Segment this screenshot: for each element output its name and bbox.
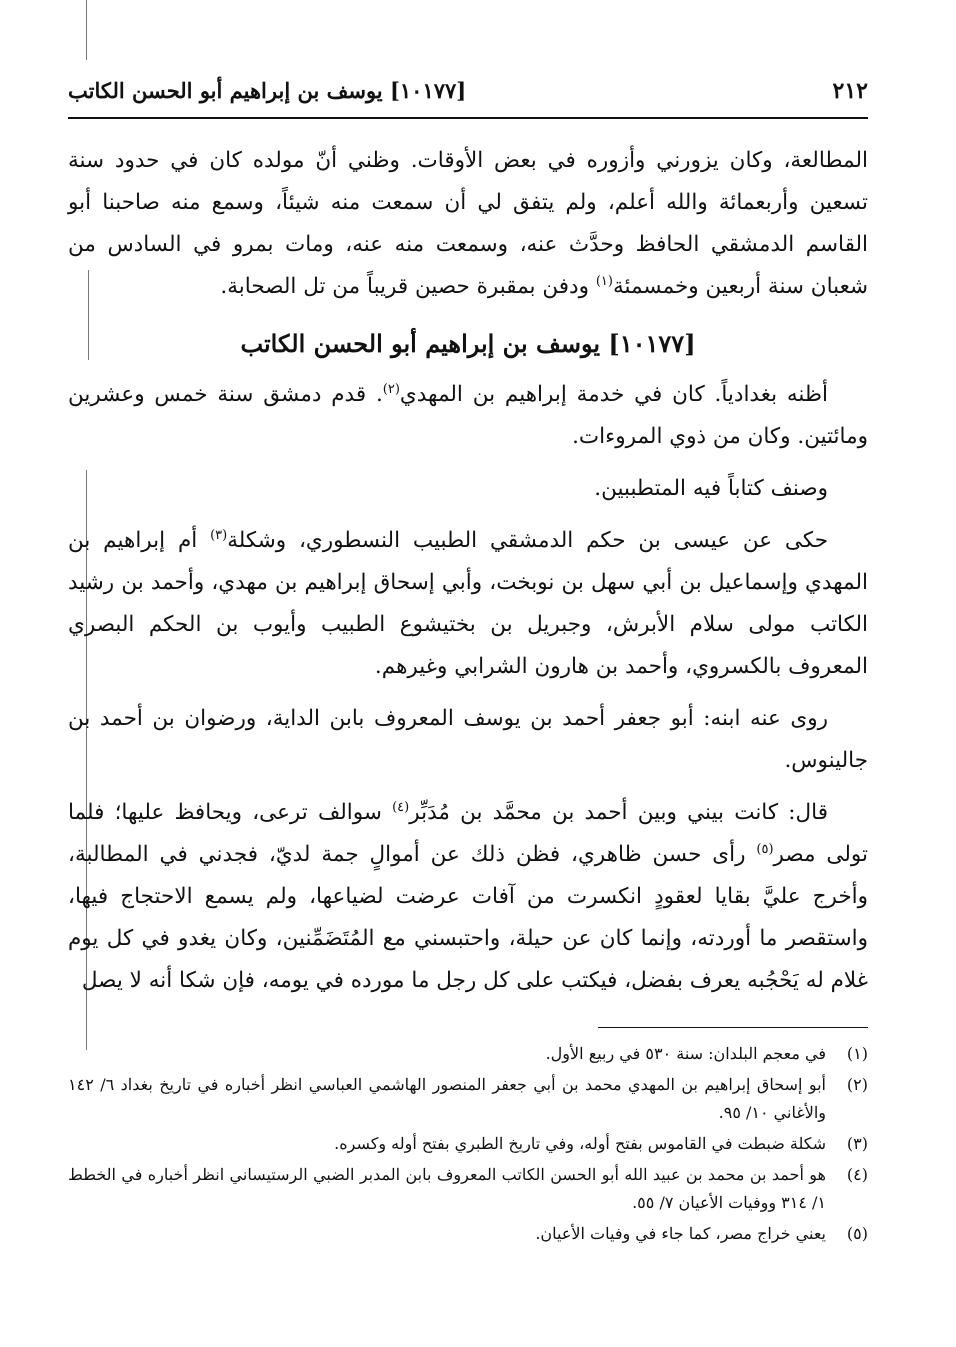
paragraph-3-text: وصنف كتاباً فيه المتطببين. <box>594 476 828 501</box>
footnote-number: (٥) <box>846 1224 868 1243</box>
paragraph-6-text-c: رأى حسن ظاهري، فظن ذلك عن أموالٍ جمة لديّ، فجدني في المطالبة، وأخرج عليَّ بقايا لعقودٍ انكسرت من آفات عرضت لضياعها، ولم يسمع الاحتجاج فيها، واستقصر ما أوردته، وإنما كان عن حيلة، واحتبسني مع المُتَضَمِّنين، وكان يغدو في كل يوم غلام له يَحْجُبه يعرف بفضل، فيكتب على كل رجل ما مورده في يومه، فإن شكا أنه لا يصل <box>68 842 868 993</box>
paragraph-6 <box>68 792 868 1002</box>
paragraph-2-text-a: أظنه بغدادياً. كان في خدمة إبراهيم بن المهدي <box>399 382 828 407</box>
footnote-ref-4: (٤) <box>392 799 410 815</box>
footnote-ref-3: (٣) <box>210 527 228 543</box>
footnote-item <box>68 1161 868 1217</box>
footnote-text: أبو إسحاق إبراهيم بن المهدي محمد بن أبي جعفر المنصور الهاشمي العباسي انظر أخباره في تاريخ بغداد ٦/ ١٤٢ والأغاني ١٠/ ٩٥. <box>68 1075 826 1122</box>
footnote-ref-5: (٥) <box>756 841 774 857</box>
footnote-ref-1: (١) <box>595 273 613 289</box>
paragraph-4-text-a: حكى عن عيسى بن حكم الدمشقي الطبيب النسطوري، وشكلة <box>227 528 828 553</box>
scan-mark-top <box>86 0 87 60</box>
footnote-item <box>68 1071 868 1127</box>
paragraph-1 <box>68 140 868 308</box>
footnote-text: يعني خراج مصر، كما جاء في وفيات الأعيان. <box>535 1224 826 1243</box>
footnote-text: في معجم البلدان: سنة ٥٣٠ في ربيع الأول. <box>545 1044 826 1063</box>
paragraph-1-end: ودفن بمقبرة حصين قريباً من تل الصحابة. <box>220 274 596 299</box>
footnote-text: هو أحمد بن محمد بن عبيد الله أبو الحسن الكاتب المعروف بابن المدبر الضبي الرستيساني انظر أخباره في الخطط ١/ ٣١٤ ووفيات الأعيان ٧/ ٥٥. <box>68 1165 826 1212</box>
paragraph-2-text-b: . قدم دمشق سنة خمس وعشرين ومائتين. وكان من ذوي المروءات. <box>68 382 868 449</box>
footnote-number: (١) <box>846 1044 868 1063</box>
paragraph-4 <box>68 520 868 688</box>
paragraph-5-text: روى عنه ابنه: أبو جعفر أحمد بن يوسف المعروف بابن الداية، ورضوان بن أحمد بن جالينوس. <box>68 706 868 773</box>
footnote-item <box>68 1220 868 1248</box>
paragraph-2 <box>68 374 868 458</box>
footnotes <box>68 1040 868 1251</box>
paragraph-6-text-a: قال: كانت بيني وبين أحمد بن محمَّد بن مُدَبِّر <box>409 800 828 825</box>
footnote-separator <box>598 1027 868 1028</box>
paragraph-3 <box>68 468 868 510</box>
page-number: ٢١٢ <box>832 78 868 104</box>
footnote-number: (٤) <box>846 1165 868 1184</box>
footnote-ref-2: (٢) <box>382 381 400 397</box>
page-header <box>68 72 868 112</box>
paragraph-4-text-b: أم إبراهيم بن المهدي وإسماعيل بن أبي سهل بن نوبخت، وأبي إسحاق إبراهيم بن مهدي، وأحمد بن رشيد الكاتب مولى سلام الأبرش، وجبريل بن بختيشوع الطبيب وأيوب بن الحكم البصري المعروف بالكسروي، وأحمد بن هارون الشرابي وغيرهم. <box>68 528 868 679</box>
footnote-text: شكلة ضبطت في القاموس بفتح أوله، وفي تاريخ الطبري بفتح أوله وكسره. <box>334 1134 826 1153</box>
paragraph-1-text: المطالعة، وكان يزورني وأزوره في بعض الأوقات. وظني أنّ مولده كان في حدود سنة تسعين وأربعمائة والله أعلم، ولم يتفق لي أن سمعت منه شيئاً، وسمع منه صاحبنا أبو القاسم الدمشقي الحافظ وحدَّث عنه، وسمعت منه عنه، ومات بمرو في السادس من شعبان سنة أربعين وخمسمئة <box>68 148 868 299</box>
footnote-item <box>68 1130 868 1158</box>
header-rule <box>68 117 868 119</box>
footnote-number: (٢) <box>846 1075 868 1094</box>
main-text <box>68 140 868 1002</box>
paragraph-5 <box>68 698 868 782</box>
footnote-item <box>68 1040 868 1068</box>
paragraph-6-text-b: سوالف ترعى، ويحافظ عليها؛ فلما تولى مصر <box>68 800 868 867</box>
running-title: [١٠١٧٧] يوسف بن إبراهيم أبو الحسن الكاتب <box>68 78 467 103</box>
entry-heading: [١٠١٧٧] يوسف بن إبراهيم أبو الحسن الكاتب <box>240 329 696 358</box>
footnote-number: (٣) <box>846 1134 868 1153</box>
